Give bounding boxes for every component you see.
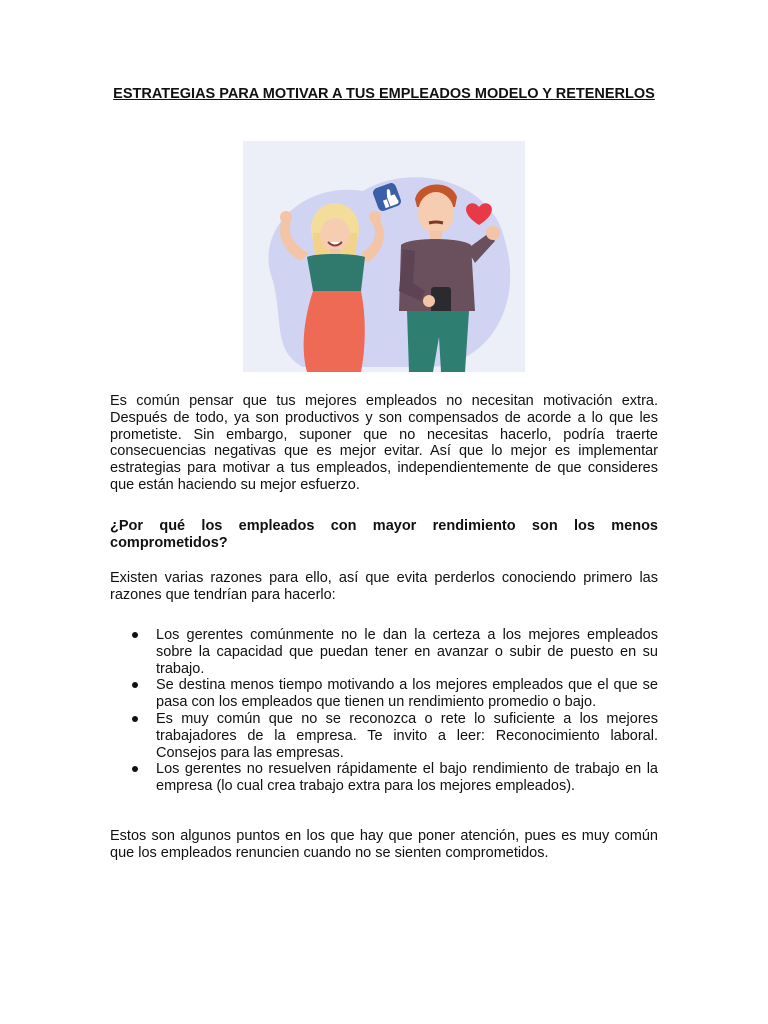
list-item xyxy=(110,711,658,761)
closing-paragraph: Estos son algunos puntos en los que hay que poner atención, pues es muy común que los empleados renuncien cuando no se sienten comprometidos. xyxy=(110,828,658,861)
list-item-text: Se destina menos tiempo motivando a los mejores empleados que el que se pasa con los empleados que tienen un rendimiento promedio o bajo. xyxy=(156,677,658,711)
list-item xyxy=(110,627,658,677)
intro-paragraph: Es común pensar que tus mejores empleados no necesitan motivación extra. Después de todo, ya son productivos y son compensados de acorde a lo que les prometiste. Sin embargo, suponer que no necesitas hacerlo, podría traerte consecuencias negativas que es mejor evitar. Así que lo mejor es implementar estrategias para motivar a tus empleados, independientemente de que consideres que están haciendo su mejor esfuerzo. xyxy=(110,393,658,493)
list-item-text: Los gerentes no resuelven rápidamente el bajo rendimiento de trabajo en la empresa (lo cual crea trabajo extra para los mejores empleados). xyxy=(156,761,658,795)
list-item-text: Los gerentes comúnmente no le dan la certeza a los mejores empleados sobre la capacidad que puedan tener en avanzar o subir de puesto en su trabajo. xyxy=(156,627,658,677)
reasons-list xyxy=(110,627,658,795)
bullet-icon xyxy=(132,682,138,688)
lead-in-paragraph: Existen varias razones para ello, así que evita perderlos conociendo primero las razones que tendrían para hacerlo: xyxy=(110,570,658,603)
section-heading: ¿Por qué los empleados con mayor rendimiento son los menos comprometidos? xyxy=(110,518,658,551)
illustration-motivated-employees xyxy=(243,141,525,372)
bullet-icon xyxy=(132,632,138,638)
list-item xyxy=(110,677,658,711)
list-item xyxy=(110,761,658,795)
document-title: ESTRATEGIAS PARA MOTIVAR A TUS EMPLEADOS MODELO Y RETENERLOS xyxy=(113,86,655,102)
list-item-text: Es muy común que no se reconozca o rete lo suficiente a los mejores trabajadores de la empresa. Te invito a leer: Reconocimiento laboral. Consejos para las empresas. xyxy=(156,710,658,761)
bullet-icon xyxy=(132,766,138,772)
bullet-icon xyxy=(132,716,138,722)
